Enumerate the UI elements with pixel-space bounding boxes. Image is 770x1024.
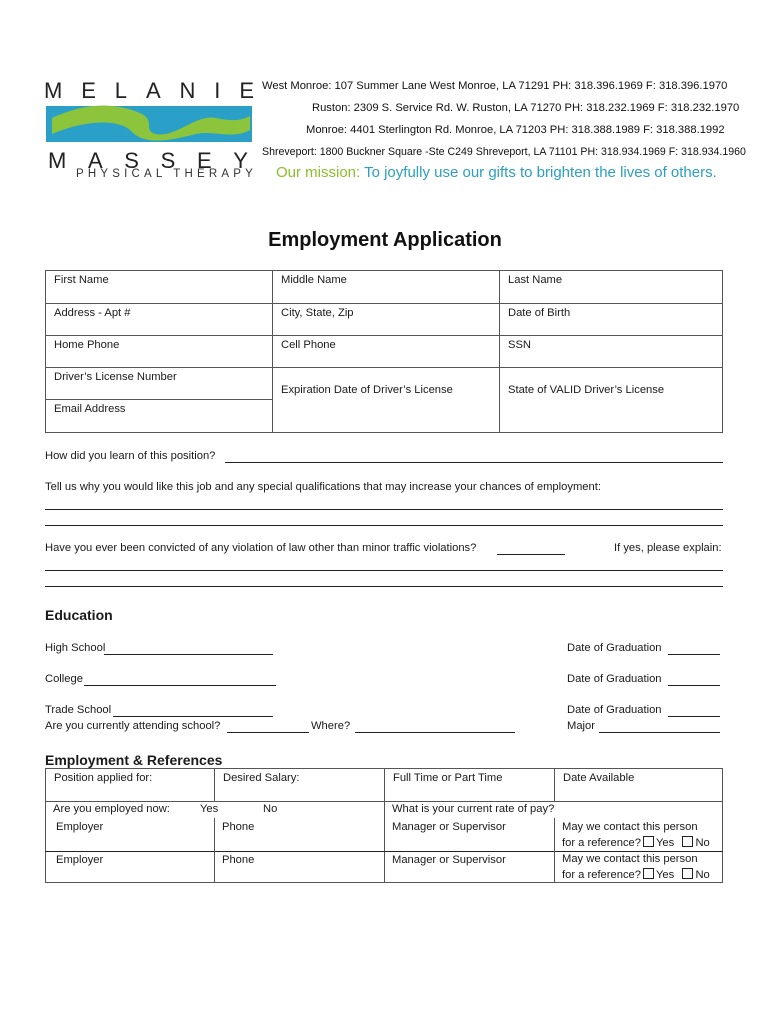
college-label: College xyxy=(45,673,83,685)
logo-letter: M xyxy=(48,148,67,173)
employed-now-label: Are you employed now: xyxy=(53,803,170,815)
logo-letter: S xyxy=(160,148,176,173)
yes-label: Yes xyxy=(655,837,675,849)
explain-answer-line[interactable] xyxy=(45,586,723,587)
why-question-label: Tell us why you would like this job and any special qualifications that may increase your chances of employment: xyxy=(45,481,601,493)
logo-letter: N xyxy=(179,78,196,103)
field-label: First Name xyxy=(54,274,109,286)
location-shreveport: Shreveport: 1800 Buckner Square -Ste C249 Shreveport, LA 71101 PH: 318.934.1969 F: 318.934.1960 xyxy=(262,146,746,158)
yes-checkbox[interactable] xyxy=(643,868,654,879)
yes-label: Yes xyxy=(655,869,675,881)
email-field[interactable] xyxy=(45,399,273,433)
high-school-line[interactable] xyxy=(104,654,273,655)
hs-graduation-line[interactable] xyxy=(668,654,720,655)
logo-letter: E xyxy=(196,148,212,173)
row-divider xyxy=(45,851,723,852)
no-checkbox[interactable] xyxy=(682,836,693,847)
major-label: Major xyxy=(567,720,595,732)
field-label: Email Address xyxy=(54,403,126,415)
field-label: State of VALID Driver’s License xyxy=(508,384,665,396)
explain-answer-line[interactable] xyxy=(45,570,723,571)
rate-of-pay-label: What is your current rate of pay? xyxy=(392,803,555,815)
mission-lead: Our mission: xyxy=(276,164,361,181)
no-label: No xyxy=(695,869,710,881)
mission-statement xyxy=(276,164,717,181)
mission-text: To joyfully use our gifts to brighten the lives of others. xyxy=(364,164,717,181)
field-label: Middle Name xyxy=(281,274,347,286)
trade-graduation-line[interactable] xyxy=(668,716,720,717)
field-label: SSN xyxy=(508,339,532,351)
first-name-field[interactable] xyxy=(45,270,273,304)
field-label: Last Name xyxy=(508,274,563,286)
location-monroe: Monroe: 4401 Sterlington Rd. Monroe, LA 71203 PH: 318.388.1989 F: 318.388.1992 xyxy=(306,124,725,136)
col-divider xyxy=(554,818,555,883)
full-part-time-field[interactable] xyxy=(384,768,555,802)
employment-heading: Employment & References xyxy=(45,752,223,768)
license-state-field[interactable] xyxy=(499,367,723,433)
logo-letter: A xyxy=(145,78,161,103)
logo-letter: E xyxy=(239,78,254,103)
no-label: No xyxy=(695,837,710,849)
education-heading: Education xyxy=(45,607,113,623)
employer-label: Employer xyxy=(56,854,104,866)
field-label: Full Time or Part Time xyxy=(393,772,503,784)
col-divider xyxy=(214,818,215,883)
date-available-field[interactable] xyxy=(554,768,723,802)
field-label: City, State, Zip xyxy=(281,307,354,319)
field-label: Date of Birth xyxy=(508,307,571,319)
date-of-birth-field[interactable] xyxy=(499,303,723,336)
logo-subtitle: PHYSICAL THERAPY xyxy=(76,168,257,180)
field-label: Position applied for: xyxy=(54,772,153,784)
convicted-answer-line[interactable] xyxy=(497,554,565,555)
field-label: Desired Salary: xyxy=(223,772,300,784)
logo-letter: Y xyxy=(233,148,248,173)
contact-question-line1: May we contact this person xyxy=(562,853,698,865)
location-ruston: Ruston: 2309 S. Service Rd. W. Ruston, LA 71270 PH: 318.232.1969 F: 318.232.1970 xyxy=(312,102,740,114)
college-line[interactable] xyxy=(84,685,276,686)
logo-letter: A xyxy=(87,148,103,173)
trade-school-line[interactable] xyxy=(113,716,273,717)
convicted-question-label: Have you ever been convicted of any violation of law other than minor traffic violations? xyxy=(45,542,477,554)
home-phone-field[interactable] xyxy=(45,335,273,368)
high-school-label: High School xyxy=(45,642,106,654)
contact-question-line2: for a reference? xyxy=(562,837,641,849)
attending-school-label: Are you currently attending school? xyxy=(45,720,221,732)
field-label: Address - Apt # xyxy=(54,307,131,319)
college-graduation-line[interactable] xyxy=(668,685,720,686)
attending-school-line[interactable] xyxy=(227,732,309,733)
no-checkbox[interactable] xyxy=(682,868,693,879)
major-line[interactable] xyxy=(599,732,720,733)
yes-checkbox[interactable] xyxy=(643,836,654,847)
license-expiration-field[interactable] xyxy=(272,367,500,433)
logo-letter: M xyxy=(44,78,63,103)
position-field[interactable] xyxy=(45,768,215,802)
field-label: Date Available xyxy=(563,772,635,784)
contact-question-line1: May we contact this person xyxy=(562,821,698,833)
field-label: Expiration Date of Driver’s License xyxy=(281,384,453,396)
contact-question-1 xyxy=(562,836,710,849)
logo-letter: I xyxy=(214,78,221,103)
employed-yes-option[interactable]: Yes xyxy=(200,803,219,815)
where-label: Where? xyxy=(311,720,351,732)
explain-label: If yes, please explain: xyxy=(614,542,722,554)
logo-letter: L xyxy=(114,78,128,103)
last-name-field[interactable] xyxy=(499,270,723,304)
middle-name-field[interactable] xyxy=(272,270,500,304)
location-west-monroe: West Monroe: 107 Summer Lane West Monroe, LA 71291 PH: 318.396.1969 F: 318.396.1970 xyxy=(262,80,728,92)
field-label: Driver’s License Number xyxy=(54,371,177,383)
manager-label: Manager or Supervisor xyxy=(392,854,506,866)
trade-school-label: Trade School xyxy=(45,704,112,716)
city-state-zip-field[interactable] xyxy=(272,303,500,336)
field-label: Home Phone xyxy=(54,339,120,351)
page-title: Employment Application xyxy=(268,229,502,251)
salary-field[interactable] xyxy=(214,768,385,802)
trade-graduation-label: Date of Graduation xyxy=(567,704,662,716)
contact-question-2 xyxy=(562,868,710,881)
logo-wave-graphic xyxy=(46,100,252,146)
phone-label: Phone xyxy=(222,821,255,833)
drivers-license-field[interactable] xyxy=(45,367,273,400)
contact-question-line2: for a reference? xyxy=(562,869,641,881)
hs-graduation-label: Date of Graduation xyxy=(567,642,662,654)
learn-answer-line[interactable] xyxy=(225,462,723,463)
logo-letter: S xyxy=(124,148,139,173)
field-label: Cell Phone xyxy=(281,339,336,351)
cell-phone-field[interactable] xyxy=(272,335,500,368)
why-answer-line[interactable] xyxy=(45,525,723,526)
ssn-field[interactable] xyxy=(499,335,723,368)
learn-question-label: How did you learn of this position? xyxy=(45,450,216,462)
logo-letter: E xyxy=(81,78,96,103)
college-graduation-label: Date of Graduation xyxy=(567,673,662,685)
phone-label: Phone xyxy=(222,854,255,866)
address-field[interactable] xyxy=(45,303,273,336)
where-line[interactable] xyxy=(355,732,515,733)
employed-no-option[interactable]: No xyxy=(263,803,278,815)
employer-label: Employer xyxy=(56,821,104,833)
why-answer-line[interactable] xyxy=(45,509,723,510)
manager-label: Manager or Supervisor xyxy=(392,821,506,833)
